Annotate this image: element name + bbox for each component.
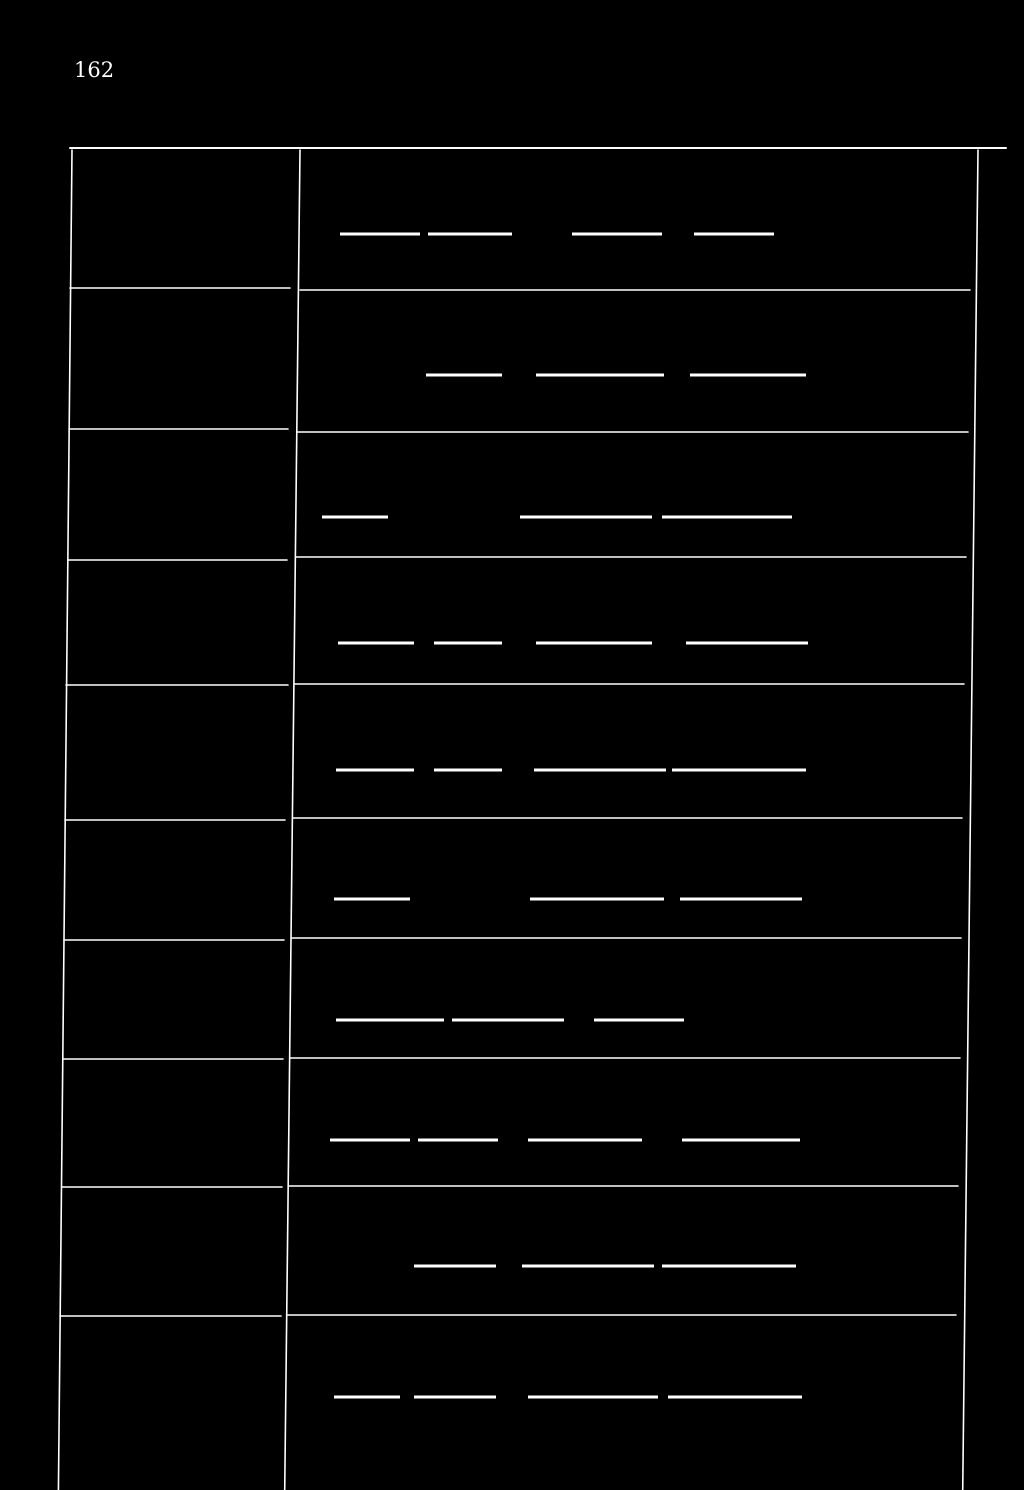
table-right-border bbox=[960, 150, 978, 1490]
page-number: 162 bbox=[74, 58, 115, 82]
row-separators bbox=[60, 288, 970, 1316]
